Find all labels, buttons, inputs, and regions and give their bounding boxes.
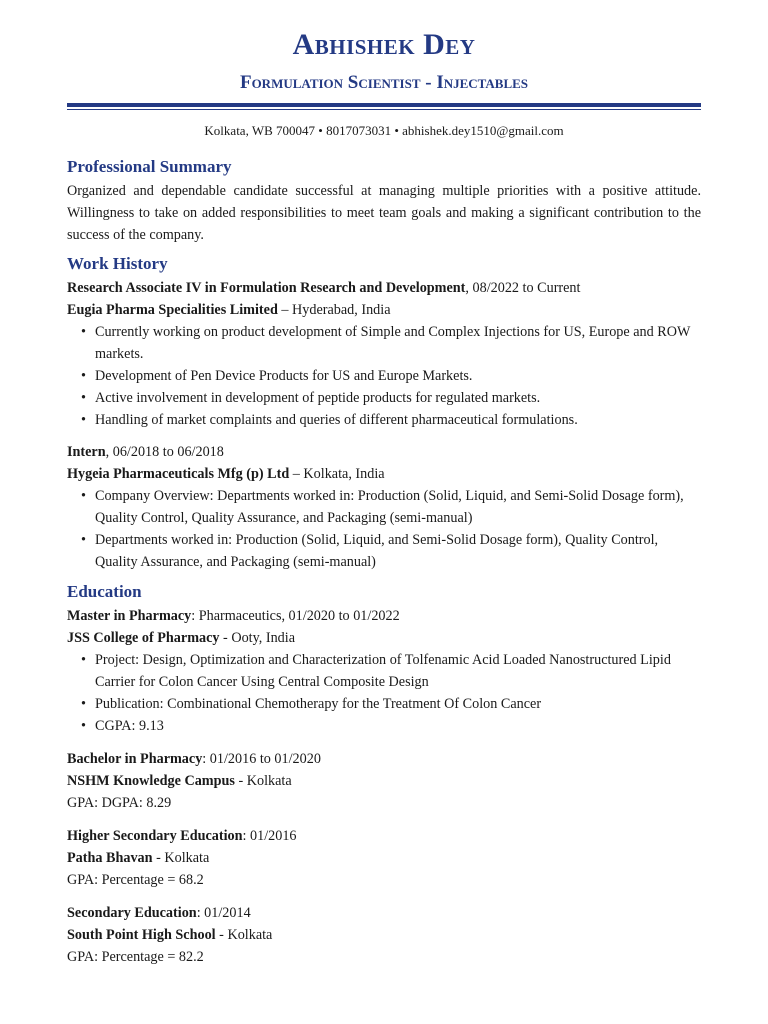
education-location: - Ooty, India [219,630,296,646]
education-institution [67,847,701,869]
job-employer [67,463,701,485]
education-gpa: GPA: Percentage = 68.2 [67,872,204,888]
education-detail-item: • Publication: Combinational Chemotherapy for the Treatment Of Colon Cancer [95,693,701,715]
education-detail: : 01/2014 [196,905,251,921]
job-heading [67,441,701,463]
education-institution [67,770,701,792]
education-detail: : 01/2016 to 01/2020 [202,751,321,767]
job-position: Research Associate IV in Formulation Research and Development [67,280,466,296]
job-heading [67,277,701,299]
education-heading [67,748,701,770]
resume-body [67,154,701,968]
job-duty-item: • Company Overview: Departments worked in: Production (Solid, Liquid, and Semi-Solid Dosage form), Quality Control, Quality Assurance, and Packaging (semi-manual) [95,485,701,529]
section-title-work-history: Work History [67,254,168,273]
job-position: Intern [67,444,106,460]
education-school: South Point High School [67,927,216,943]
job-duty-item: • Handling of market complaints and queries of different pharmaceutical formulations. [95,409,701,431]
summary-text: Organized and dependable candidate successful at managing multiple priorities with a positive attitude. Willingness to take on added responsibilities to meet team goals and making a significant contribution to the success of the company. [67,183,701,243]
header-divider-thin [67,109,701,110]
education-heading [67,825,701,847]
education-gpa: GPA: DGPA: 8.29 [67,795,172,811]
job-company: Eugia Pharma Specialities Limited [67,302,278,318]
education-entry [67,748,701,814]
education-degree: Secondary Education [67,905,197,921]
education-institution [67,627,701,649]
education-school: NSHM Knowledge Campus [67,773,235,789]
job-duty-item: • Currently working on product development of Simple and Complex Injections for US, Europe and ROW markets. [95,321,701,365]
education-institution [67,924,701,946]
education-details [67,649,701,737]
education-detail-item: • CGPA: 9.13 [95,715,701,737]
education-location: - Kolkata [215,927,273,943]
job-location: – Hyderabad, India [277,302,391,318]
education-location: - Kolkata [152,850,210,866]
education-heading [67,605,701,627]
education-detail: : Pharmaceutics, 01/2020 to 01/2022 [191,608,400,624]
contact-info: Kolkata, WB 700047 • 8017073031 • abhishek.dey1510@gmail.com [204,123,564,138]
job-duty-item: • Departments worked in: Production (Solid, Liquid, and Semi-Solid Dosage form), Quality Control, Quality Assurance, and Packaging (semi-manual) [95,529,701,573]
job-company: Hygeia Pharmaceuticals Mfg (p) Ltd [67,466,290,482]
candidate-name: Abhishek Dey [292,28,476,61]
job-duties [67,321,701,431]
job-duty-item: • Development of Pen Device Products for US and Europe Markets. [95,365,701,387]
job-location: – Kolkata, India [289,466,385,482]
education-entry [67,902,701,968]
education-location: - Kolkata [234,773,292,789]
education-degree: Higher Secondary Education [67,828,243,844]
education-school: Patha Bhavan [67,850,153,866]
job-entry [67,441,701,573]
education-school: JSS College of Pharmacy [67,630,220,646]
header-divider-thick [67,103,701,107]
education-detail: : 01/2016 [242,828,297,844]
job-duty-item: • Active involvement in development of peptide products for regulated markets. [95,387,701,409]
job-entry [67,277,701,431]
job-title: Formulation Scientist - Injectables [239,72,529,93]
job-duties [67,485,701,573]
education-degree: Master in Pharmacy [67,608,192,624]
education-detail-item: • Project: Design, Optimization and Characterization of Tolfenamic Acid Loaded Nanostructured Lipid Carrier for Colon Cancer Using Central Composite Design [95,649,701,693]
section-title-summary: Professional Summary [67,157,232,176]
job-dates: , 08/2022 to Current [465,280,581,296]
section-title-education: Education [67,582,142,601]
education-entry [67,605,701,737]
education-entry [67,825,701,891]
education-gpa: GPA: Percentage = 82.2 [67,949,204,965]
job-dates: , 06/2018 to 06/2018 [105,444,224,460]
education-degree: Bachelor in Pharmacy [67,751,203,767]
job-employer [67,299,701,321]
education-heading [67,902,701,924]
